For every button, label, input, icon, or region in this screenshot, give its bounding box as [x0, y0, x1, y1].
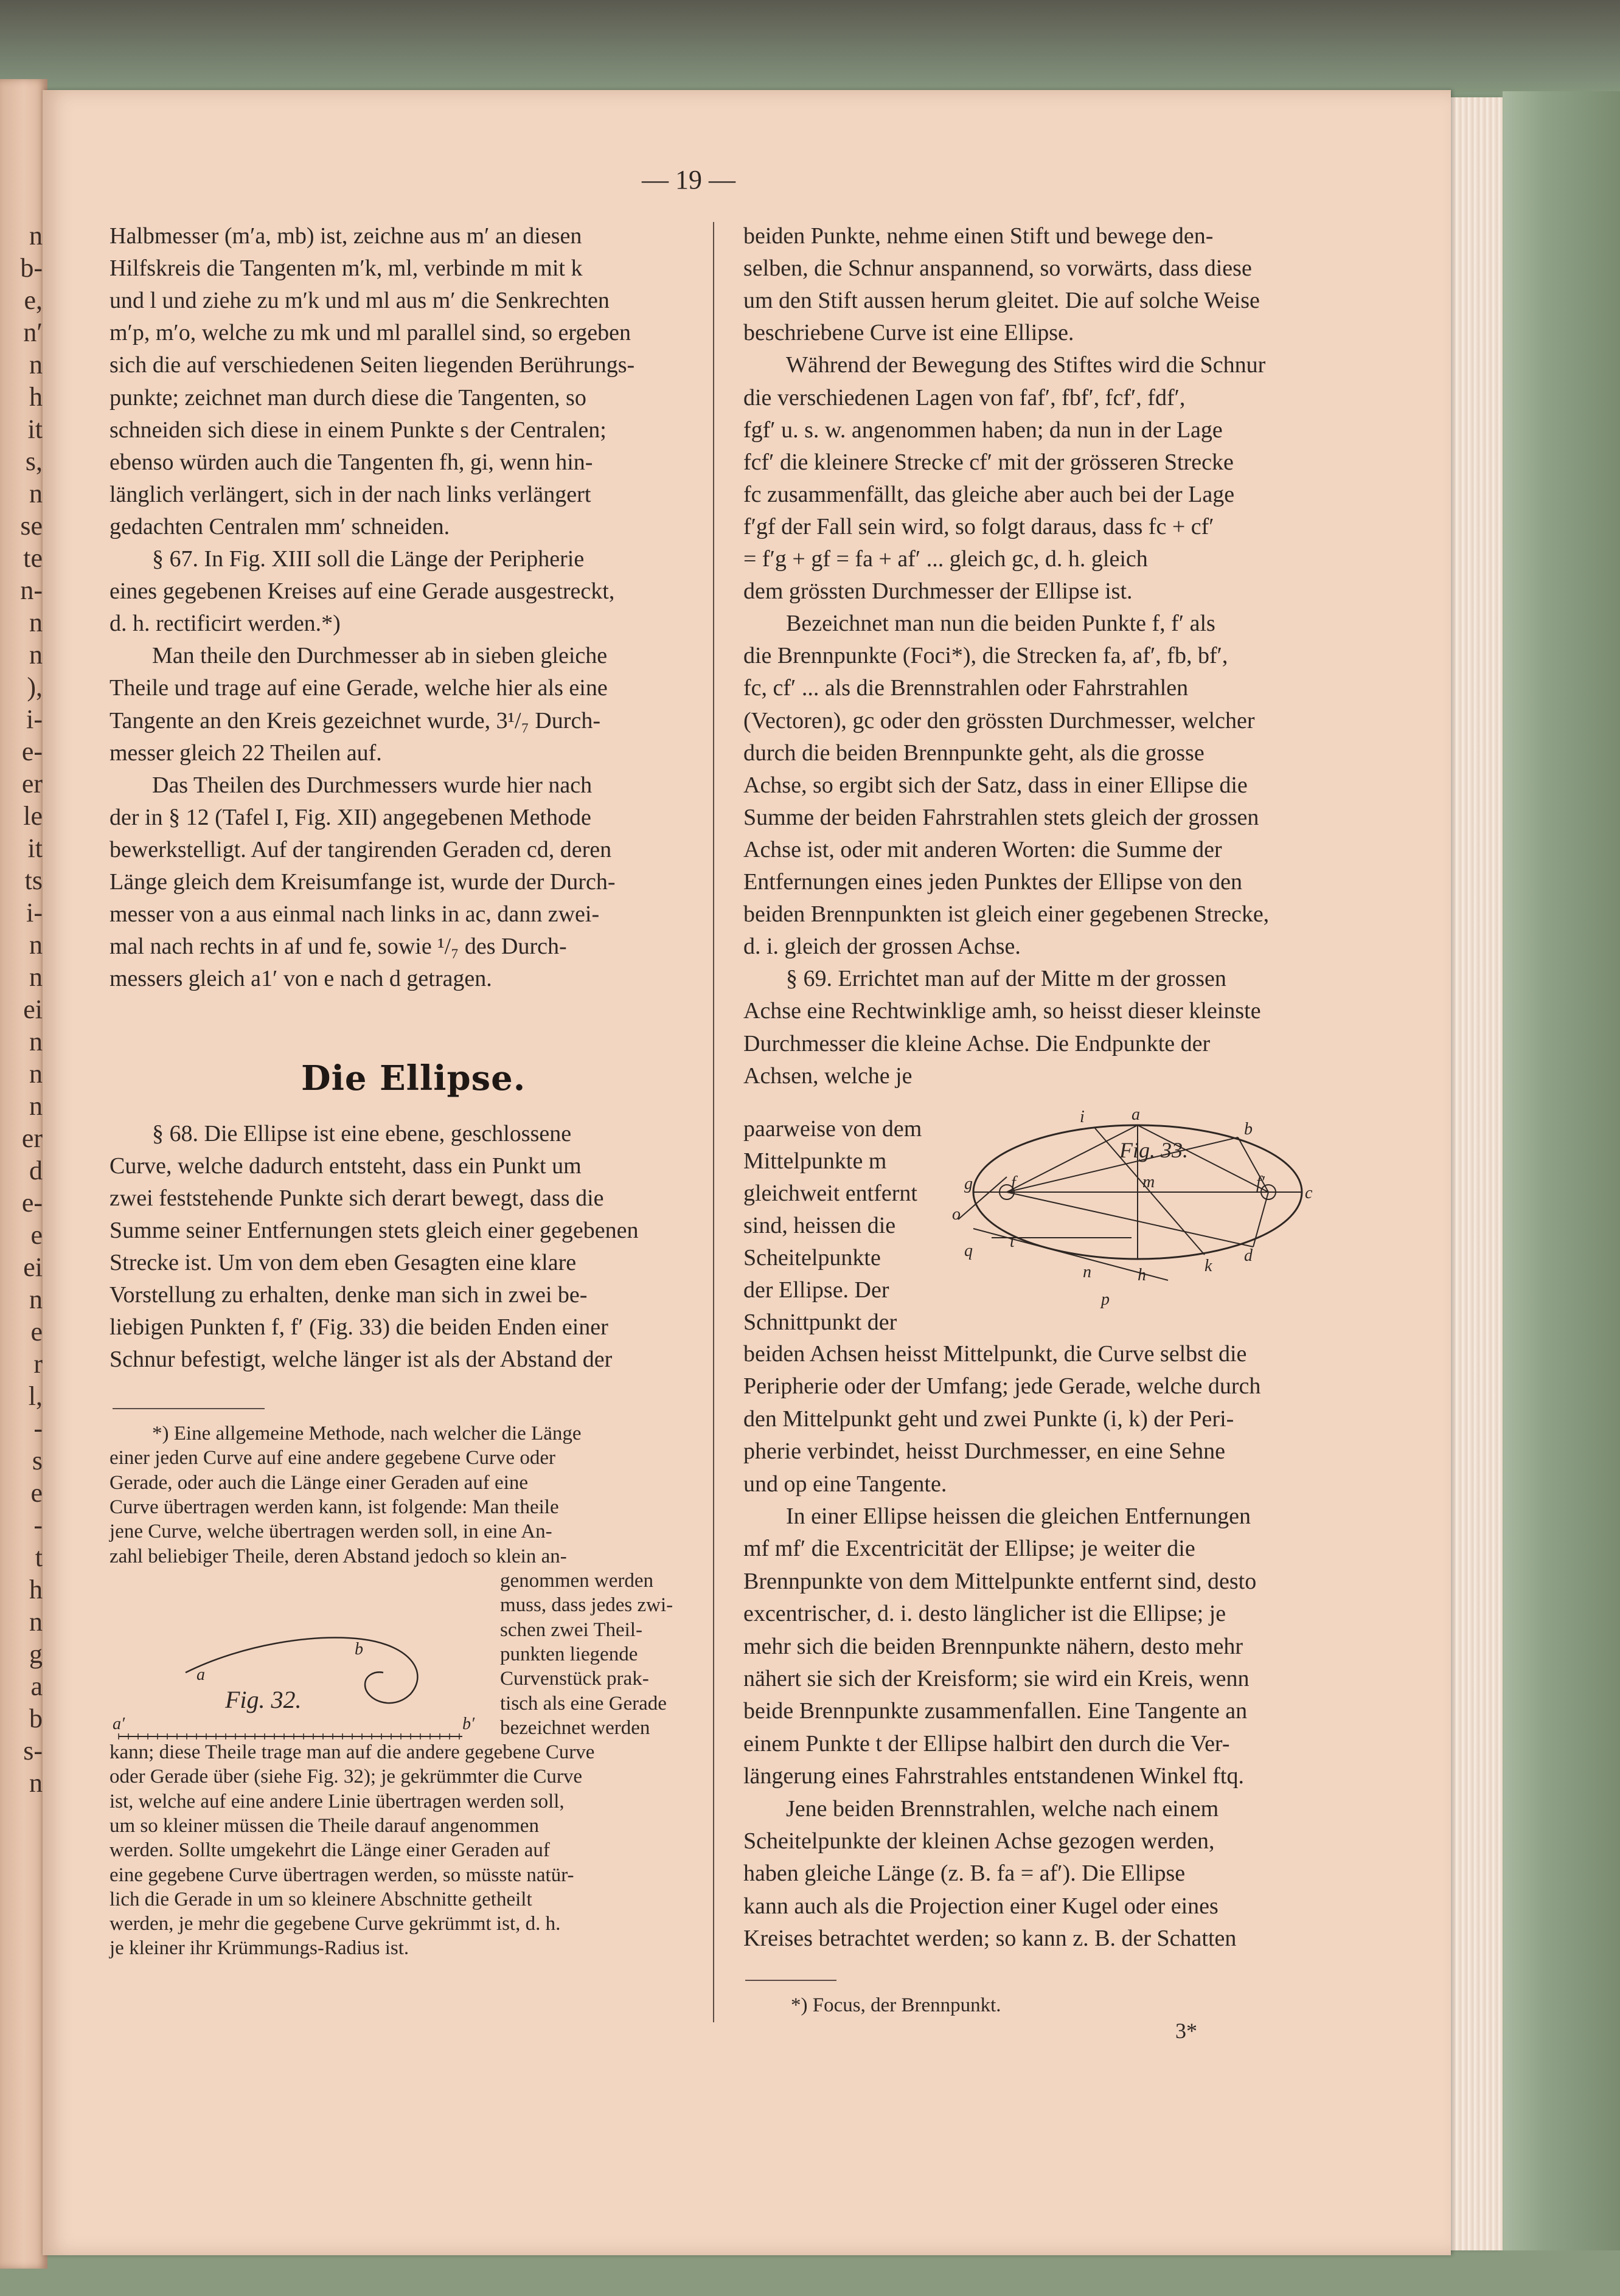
text-line: Bezeichnet man nun die beiden Punkte f, f′ als [786, 611, 1215, 637]
fig33-label-f-prime: f′ [1256, 1173, 1265, 1192]
text-line: Summe der beiden Fahrstrahlen stets gleich der grossen [743, 804, 1259, 830]
text-line: Man theile den Durchmesser ab in sieben gleiche [152, 643, 608, 669]
text-line: Schnittpunkt der [743, 1309, 897, 1335]
text-line: messers gleich a1′ von e nach d getragen. [110, 966, 492, 992]
text-line: haben gleiche Länge (z. B. fa = af′). Die Ellipse [743, 1861, 1186, 1887]
edge-fragment: n [29, 930, 43, 960]
text-line: beiden Brennpunkten ist gleich einer gegebenen Strecke, [743, 901, 1270, 928]
text-line: paarweise von dem [743, 1116, 922, 1142]
footnote-rule-right [745, 1980, 836, 1981]
fig32-label-b-prime: b′ [462, 1715, 475, 1733]
edge-fragment: e, [24, 285, 43, 315]
edge-fragment: n [29, 1285, 43, 1314]
text-line: je kleiner ihr Krümmungs-Radius ist. [110, 1937, 409, 1960]
text-line: dem grössten Durchmesser der Ellipse ist. [743, 578, 1133, 605]
fig32-label-a: a [196, 1665, 205, 1684]
text-line: Entfernungen eines jeden Punktes der Ellipse von den [743, 869, 1242, 895]
text-line: der Ellipse. Der [743, 1277, 889, 1303]
text-line: schneiden sich diese in einem Punkte s der Centralen; [110, 417, 607, 443]
edge-fragment: er [21, 769, 43, 799]
edge-fragment: ts [24, 865, 43, 895]
text-line: fc zusammenfällt, das gleiche aber auch bei der Lage [743, 481, 1235, 507]
figure-33 [937, 1104, 1326, 1314]
text-line: mehr sich die beiden Brennpunkte nähern, desto mehr [743, 1633, 1243, 1659]
text-line: werden, je mehr die gegebene Curve gekrümmt ist, d. h. [110, 1913, 561, 1935]
fig33-label-g: g [964, 1174, 973, 1193]
text-line: *) Eine allgemeine Methode, nach welcher die Länge [152, 1423, 582, 1445]
text-line: ebenso würden auch die Tangenten fh, gi, wenn hin- [110, 449, 593, 475]
fig33-label-q: q [964, 1241, 973, 1260]
edge-fragment: it [27, 833, 43, 863]
fig33-caption: Fig. 33. [1119, 1138, 1188, 1162]
text-line: d. h. rectificirt werden.*) [110, 611, 341, 637]
edge-fragment: g [29, 1639, 43, 1669]
footnote-rule [113, 1408, 265, 1409]
fig33-label-d: d [1244, 1246, 1253, 1265]
edge-fragment: ei [23, 1252, 43, 1282]
edge-fragment: l, [28, 1381, 43, 1411]
text-line: schen zwei Theil- [500, 1618, 642, 1641]
fig33-label-m: m [1142, 1173, 1155, 1191]
text-line: Peripherie oder der Umfang; jede Gerade, welche durch [743, 1373, 1261, 1399]
fig33-label-b: b [1244, 1120, 1253, 1139]
edge-fragment: n [29, 1607, 43, 1637]
edge-fragment: d [29, 1156, 43, 1185]
edge-fragment: se [20, 511, 43, 541]
text-line: und l und ziehe zu m′k und ml aus m′ die Senkrechten [110, 288, 610, 314]
text-line: lich die Gerade in um so kleinere Abschnitte getheilt [110, 1888, 532, 1910]
text-line: (Vectoren), gc oder den grössten Durchmesser, welcher [743, 707, 1255, 734]
edge-fragment: b- [20, 253, 43, 283]
text-line: länglich verlängert, sich in der nach links verlängert [110, 481, 591, 507]
text-line: Länge gleich dem Kreisumfange ist, wurde der Durch- [110, 869, 616, 895]
text-line: jene Curve, welche übertragen werden soll, in eine An- [110, 1521, 552, 1543]
edge-fragment: n [29, 962, 43, 992]
edge-fragment: s- [23, 1736, 43, 1766]
text-line: zahl beliebiger Theile, deren Abstand jedoch so klein an- [110, 1545, 567, 1567]
fig33-label-k: k [1205, 1257, 1212, 1275]
text-line: gedachten Centralen mm′ schneiden. [110, 513, 450, 539]
text-line: Achse ist, oder mit anderen Worten: die Summe der [743, 836, 1222, 862]
text-line: Tangente an den Kreis gezeichnet wurde, 3¹/₇ Durch- [110, 707, 600, 734]
fig32-caption: Fig. 32. [225, 1686, 302, 1713]
text-line: Achse, so ergibt sich der Satz, dass in einer Ellipse die [743, 772, 1248, 798]
text-line: mf mf′ die Excentricität der Ellipse; je weiter die [743, 1536, 1195, 1562]
text-line: ist, welche auf eine andere Linie übertragen werden soll, [110, 1790, 565, 1812]
signature-mark: 3* [1175, 2019, 1197, 2043]
edge-fragment: er [21, 1123, 43, 1153]
edge-fragment: t [35, 1542, 43, 1572]
edge-fragment: e [30, 1317, 43, 1347]
text-line: kann auch als die Projection einer Kugel oder eines [743, 1893, 1218, 1919]
text-line: sind, heissen die [743, 1213, 896, 1238]
text-line: den Mittelpunkt geht und zwei Punkte (i, k) der Peri- [743, 1406, 1234, 1432]
text-line: Curve übertragen werden kann, ist folgende: Man theile [110, 1496, 559, 1518]
text-line: gleichweit entfernt [743, 1181, 917, 1206]
text-line: fc, cf′ ... als die Brennstrahlen oder Fahrstrahlen [743, 675, 1189, 701]
edge-fragment: n [29, 1768, 43, 1798]
text-line: beiden Punkte, nehme einen Stift und bewege den- [743, 223, 1214, 249]
text-line: um den Stift aussen herum gleitet. Die auf solche Weise [743, 288, 1260, 314]
edge-fragment: n [29, 479, 43, 508]
previous-page-text-fragments [0, 79, 47, 2269]
text-line: Achsen, welche je [743, 1063, 913, 1089]
page-number: — 19 — [642, 165, 735, 195]
text-line: kann; diese Theile trage man auf die andere gegebene Curve [110, 1741, 595, 1763]
edge-fragment: te [23, 543, 43, 573]
text-line: einer jeden Curve auf eine andere gegebene Curve oder [110, 1447, 555, 1469]
edge-fragment: n [29, 1027, 43, 1056]
fig33-label-h: h [1138, 1266, 1146, 1285]
text-line: tisch als eine Gerade [500, 1692, 667, 1715]
text-line: = f′g + gf = fa + af′ ... gleich gc, d. h. gleich [743, 546, 1148, 572]
text-line: Scheitelpunkte [743, 1245, 881, 1271]
text-line: bezeichnet werden [500, 1716, 650, 1739]
text-line: Brennpunkte von dem Mittelpunkte entfernt sind, desto [743, 1568, 1257, 1594]
text-line: oder Gerade über (siehe Fig. 32); je gekrümmter die Curve [110, 1766, 583, 1788]
fig33-label-n: n [1083, 1263, 1091, 1282]
section-heading: Die Ellipse. [301, 1058, 526, 1098]
text-line: genommen werden [500, 1570, 653, 1592]
edge-fragment: le [23, 801, 43, 831]
fig33-label-o: o [952, 1205, 961, 1224]
text-line: Halbmesser (m′a, mb) ist, zeichne aus m′ an diesen [110, 223, 582, 249]
text-line: § 69. Errichtet man auf der Mitte m der grossen [786, 966, 1226, 992]
book-cover-right [1503, 91, 1620, 2296]
edge-fragment: e [30, 1478, 43, 1508]
edge-fragment: h [29, 382, 43, 412]
text-line: beschriebene Curve ist eine Ellipse. [743, 320, 1074, 346]
text-line: sich die auf verschiedenen Seiten liegenden Berührungs- [110, 352, 635, 378]
edge-fragment: a [30, 1671, 43, 1701]
text-line: § 68. Die Ellipse ist eine ebene, geschlossene [152, 1121, 572, 1146]
fig33-label-a: a [1132, 1105, 1140, 1124]
text-line: Während der Bewegung des Stiftes wird die Schnur [786, 352, 1266, 378]
text-line: Achse eine Rechtwinklige amh, so heisst dieser kleinste [743, 998, 1261, 1024]
text-line: pherie verbindet, heisst Durchmesser, en eine Sehne [743, 1438, 1225, 1465]
text-line: beiden Achsen heisst Mittelpunkt, die Curve selbst die [743, 1341, 1247, 1367]
book-cover-bottom [0, 2250, 1620, 2296]
text-line: längerung eines Fahrstrahles entstandenen Winkel ftq. [743, 1763, 1244, 1789]
previous-page-edge [0, 79, 47, 2269]
edge-fragment: n [29, 608, 43, 637]
edge-fragment: n- [20, 575, 43, 605]
text-line: Curve, welche dadurch entsteht, dass ein Punkt um [110, 1153, 582, 1179]
edge-fragment: i- [26, 704, 43, 734]
text-line: messer von a aus einmal nach links in ac, dann zwei- [110, 901, 600, 928]
edge-fragment: r [33, 1349, 43, 1379]
text-line: einem Punkte t der Ellipse halbirt den durch die Ver- [743, 1730, 1230, 1757]
fig32-curve [186, 1637, 417, 1703]
text-line: die verschiedenen Lagen von faf′, fbf′, fcf′, fdf′, [743, 384, 1186, 411]
text-line: Theile und trage auf eine Gerade, welche hier als eine [110, 675, 608, 701]
text-line: Schnur befestigt, welche länger ist als der Abstand der [110, 1347, 613, 1372]
text-line: durch die beiden Brennpunkte geht, als die grosse [743, 740, 1205, 766]
text-line: Durchmesser die kleine Achse. Die Endpunkte der [743, 1030, 1211, 1056]
text-line: Das Theilen des Durchmessers wurde hier nach [152, 772, 593, 798]
text-line: f′gf der Fall sein wird, so folgt daraus, dass fc + cf′ [743, 513, 1214, 539]
text-line: In einer Ellipse heissen die gleichen Entfernungen [786, 1503, 1251, 1529]
edge-fragment: h [29, 1575, 43, 1604]
page-stack-edge [1445, 97, 1503, 2250]
text-line: punkten liegende [500, 1643, 638, 1665]
edge-fragment: ei [23, 994, 43, 1024]
text-line: Vorstellung zu erhalten, denke man sich in zwei be- [110, 1282, 588, 1308]
edge-fragment: e- [21, 1188, 43, 1218]
fig33-label-i: i [1080, 1108, 1085, 1126]
text-line: die Brennpunkte (Foci*), die Strecken fa, af′, fb, bf′, [743, 643, 1228, 669]
text-line: excentrischer, d. i. desto länglicher ist die Ellipse; je [743, 1601, 1226, 1627]
edge-fragment: n [29, 640, 43, 670]
fig33-label-t: t [1010, 1232, 1015, 1251]
edge-fragment: ), [27, 672, 43, 702]
text-line: Hilfskreis die Tangenten m′k, ml, verbinde m mit k [110, 255, 583, 282]
text-line: Curvenstück prak- [500, 1668, 649, 1690]
text-line: und op eine Tangente. [743, 1471, 947, 1497]
edge-fragment: b [29, 1704, 43, 1733]
figure-32 [106, 1621, 484, 1752]
text-line: selben, die Schnur anspannend, so vorwärts, dass diese [743, 255, 1252, 282]
text-line: der in § 12 (Tafel I, Fig. XII) angegebenen Methode [110, 804, 591, 830]
edge-fragment: it [27, 414, 43, 444]
edge-fragment: s, [25, 446, 43, 476]
text-line: Gerade, oder auch die Länge einer Geraden auf eine [110, 1471, 529, 1494]
fig33-label-c: c [1305, 1184, 1313, 1202]
text-line: zwei feststehende Punkte sich derart bewegt, dass die [110, 1185, 604, 1211]
text-line: nähert sie sich der Kreisform; sie wird ein Kreis, wenn [743, 1666, 1250, 1691]
text-line: muss, dass jedes zwi- [500, 1594, 673, 1617]
edge-fragment: s [32, 1446, 43, 1476]
text-line: m′p, m′o, welche zu mk und ml parallel sind, so ergeben [110, 320, 631, 346]
footnote-right: *) Focus, der Brennpunkt. [791, 1994, 1001, 2016]
text-line: bewerkstelligt. Auf der tangirenden Geraden cd, deren [110, 836, 612, 862]
text-line: d. i. gleich der grossen Achse. [743, 934, 1021, 960]
text-line: liebigen Punkten f, f′ (Fig. 33) die beiden Enden einer [110, 1314, 608, 1340]
edge-fragment: - [33, 1510, 43, 1540]
text-line: punkte; zeichnet man durch diese die Tangenten, so [110, 384, 586, 411]
text-line: Strecke ist. Um von dem eben Gesagten eine klare [110, 1250, 577, 1275]
edge-fragment: e [30, 1220, 43, 1250]
column-rule [713, 222, 714, 2022]
fig32-label-b: b [355, 1640, 363, 1659]
fig33-label-p: p [1101, 1290, 1110, 1309]
edge-fragment: n [29, 1059, 43, 1089]
text-line: beide Brennpunkte zusammenfallen. Eine Tangente an [743, 1698, 1248, 1724]
edge-fragment: i- [26, 898, 43, 928]
text-line: eines gegebenen Kreises auf eine Gerade ausgestreckt, [110, 578, 615, 605]
edge-fragment: e- [21, 737, 43, 766]
text-line: werden. Sollte umgekehrt die Länge einer Geraden auf [110, 1839, 550, 1862]
text-line: mal nach rechts in af und fe, sowie ¹/₇ des Durch- [110, 934, 567, 960]
fig32-label-a-prime: a′ [113, 1715, 125, 1733]
text-line: Kreises betrachtet werden; so kann z. B. der Schatten [743, 1926, 1237, 1952]
text-line: Jene beiden Brennstrahlen, welche nach einem [786, 1795, 1219, 1822]
edge-fragment: n [29, 221, 43, 251]
edge-fragment: - [33, 1413, 43, 1443]
text-line: Summe seiner Entfernungen stets gleich einer gegebenen [110, 1218, 639, 1243]
text-line: um so kleiner müssen die Theile darauf angenommen [110, 1814, 539, 1837]
text-line: § 67. In Fig. XIII soll die Länge der Peripherie [152, 546, 585, 572]
text-line: fcf′ die kleinere Strecke cf′ mit der grösseren Strecke [743, 449, 1234, 475]
edge-fragment: n′ [23, 317, 43, 347]
text-line: eine gegebene Curve übertragen werden, so müsste natür- [110, 1864, 574, 1886]
edge-fragment: n [29, 1091, 43, 1121]
text-line: Scheitelpunkte der kleinen Achse gezogen werden, [743, 1828, 1215, 1854]
text-line: fgf′ u. s. w. angenommen haben; da nun in der Lage [743, 417, 1223, 443]
edge-fragment: n [29, 350, 43, 380]
text-line: Mittelpunkte m [743, 1148, 887, 1174]
fig33-label-f: f [1011, 1173, 1016, 1192]
text-line: messer gleich 22 Theilen auf. [110, 740, 382, 766]
